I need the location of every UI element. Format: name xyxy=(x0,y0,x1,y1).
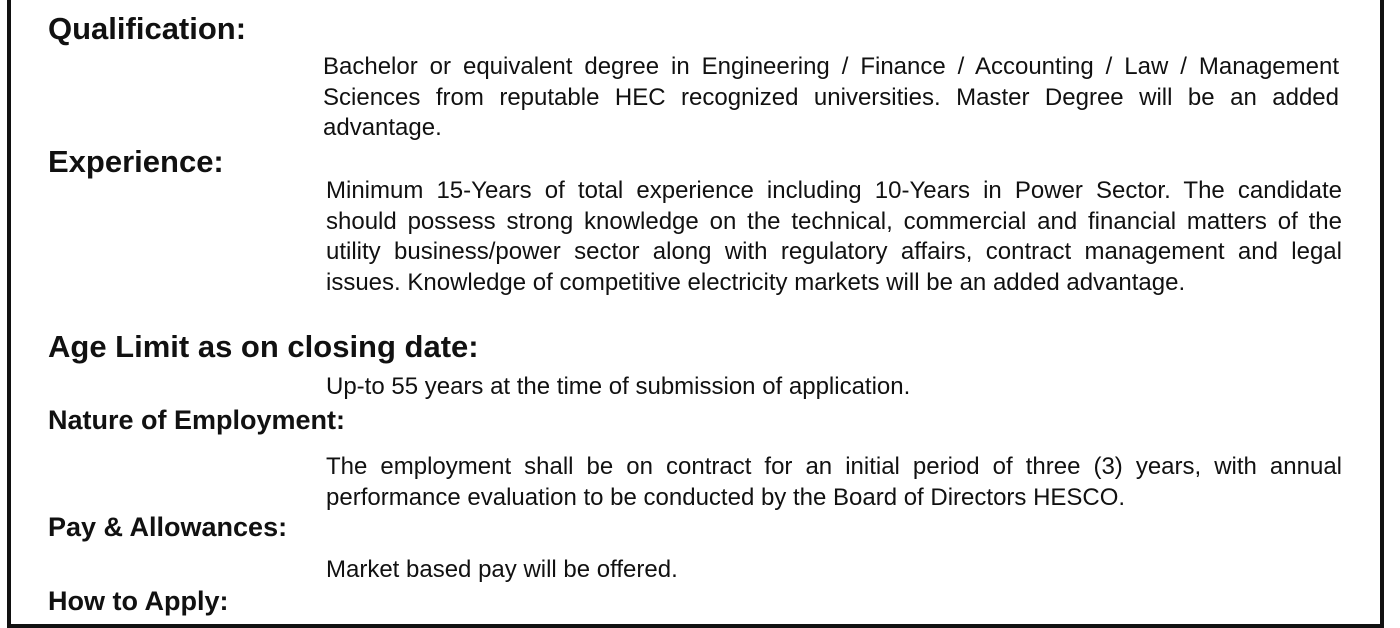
pay-allowances-text: Market based pay will be offered. xyxy=(326,556,678,583)
age-limit-heading: Age Limit as on closing date: xyxy=(48,329,479,364)
qualification-text: Bachelor or equivalent degree in Engineering / Finance / Accounting / Law / Management Sciences from reputable HEC recognized universities. Master Degree will be an added advantage. xyxy=(323,53,1339,141)
qualification-heading: Qualification: xyxy=(48,11,247,46)
experience-text: Minimum 15-Years of total experience including 10-Years in Power Sector. The candidate should possess strong knowledge on the technical, commercial and financial matters of the utility business/power sector along with regulatory affairs, contract management and legal issues. Knowledge of competitive electricity markets will be an added advantage. xyxy=(326,177,1342,296)
age-limit-text: Up-to 55 years at the time of submission of application. xyxy=(326,373,911,400)
pay-allowances-heading: Pay & Allowances: xyxy=(48,512,288,542)
experience-heading: Experience: xyxy=(48,144,224,179)
nature-of-employment-heading: Nature of Employment: xyxy=(48,405,346,435)
how-to-apply-heading: How to Apply: xyxy=(48,586,229,616)
nature-of-employment-text: The employment shall be on contract for an initial period of three (3) years, with annual performance evaluation to be conducted by the Board of Directors HESCO. xyxy=(326,453,1342,511)
